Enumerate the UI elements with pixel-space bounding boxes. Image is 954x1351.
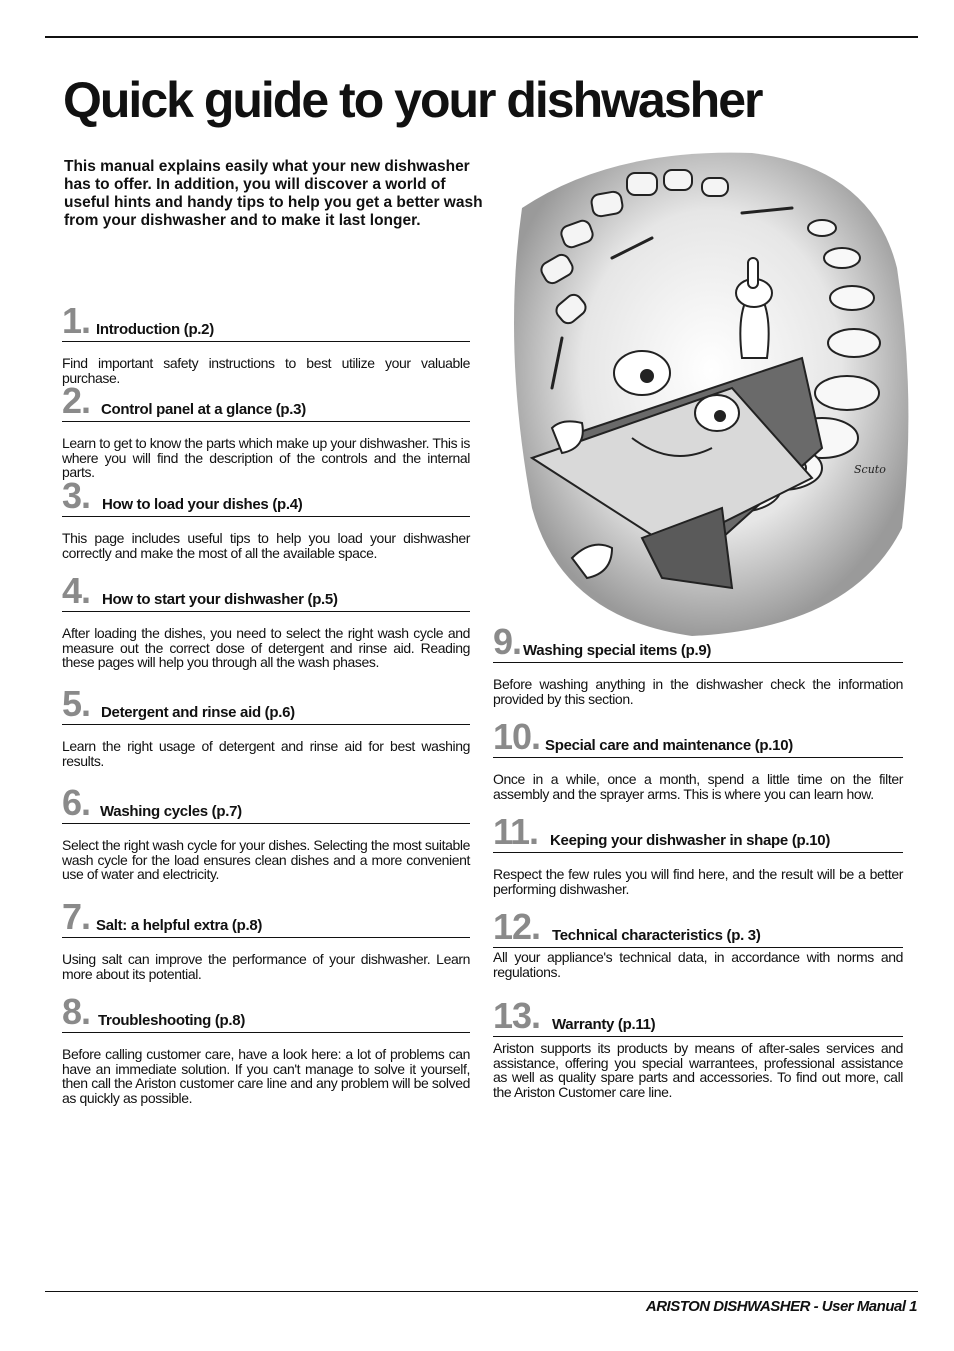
section-body: Learn the right usage of detergent and rinse aid for best washing results. bbox=[62, 738, 470, 769]
section-title: How to start your dishwasher (p.5) bbox=[102, 591, 338, 608]
section-number: 11. bbox=[493, 811, 539, 852]
section-header bbox=[493, 812, 903, 853]
section-title: How to load your dishes (p.4) bbox=[102, 496, 303, 513]
section-7 bbox=[62, 897, 470, 981]
section-title: Special care and maintenance (p.10) bbox=[545, 737, 793, 754]
section-body: All your appliance's technical data, in accordance with norms and regulations. bbox=[493, 949, 903, 980]
section-title: Washing cycles (p.7) bbox=[100, 803, 242, 820]
section-header bbox=[493, 996, 903, 1037]
section-body: Before washing anything in the dishwasher check the information provided by this section. bbox=[493, 676, 903, 707]
section-title: Washing special items (p.9) bbox=[523, 642, 712, 659]
section-title: Warranty (p.11) bbox=[552, 1016, 656, 1033]
section-number: 13. bbox=[493, 995, 541, 1036]
section-body: Select the right wash cycle for your dishes. Selecting the most suitable wash cycle for the load ensures clean dishes and a more convenient use of water and electricity. bbox=[62, 837, 470, 882]
section-body: Using salt can improve the performance of your dishwasher. Learn more about its potential. bbox=[62, 951, 470, 982]
section-body: Once in a while, once a month, spend a little time on the filter assembly and the sprayer arms. This is where you can learn how. bbox=[493, 771, 903, 802]
section-12 bbox=[493, 907, 903, 979]
section-body: Respect the few rules you will find here, and the result will be a better performing dishwasher. bbox=[493, 866, 903, 897]
top-rule bbox=[45, 36, 918, 38]
section-5 bbox=[62, 684, 470, 768]
section-number: 4. bbox=[62, 570, 91, 611]
section-2 bbox=[62, 381, 470, 480]
section-3 bbox=[62, 476, 470, 560]
section-header bbox=[493, 622, 903, 663]
section-title: Troubleshooting (p.8) bbox=[98, 1012, 246, 1029]
section-number: 9. bbox=[493, 621, 522, 662]
section-number: 6. bbox=[62, 782, 91, 823]
section-4 bbox=[62, 571, 470, 670]
section-header bbox=[62, 476, 470, 517]
section-title: Introduction (p.2) bbox=[96, 321, 214, 338]
page-title: Quick guide to your dishwasher bbox=[63, 72, 762, 128]
section-13 bbox=[493, 996, 903, 1099]
bottom-rule bbox=[45, 1291, 918, 1292]
section-body: Ariston supports its products by means of after-sales services and assistance, offering you special warrantees, professional assistance as well as quality spare parts and accessories. To find out more, call the Ariston Customer care line. bbox=[493, 1040, 903, 1100]
section-9 bbox=[493, 622, 903, 706]
section-8 bbox=[62, 992, 470, 1105]
section-body: This page includes useful tips to help you load your dishwasher correctly and make the most of all the available space. bbox=[62, 530, 470, 561]
section-header bbox=[62, 301, 470, 342]
intro-paragraph: This manual explains easily what your new dishwasher has to offer. In addition, you will discover a world of useful hints and handy tips to help you get a better wash from your dishwasher and to make it last longer. bbox=[64, 158, 483, 229]
section-header bbox=[493, 907, 903, 948]
section-number: 1. bbox=[62, 300, 91, 341]
section-10 bbox=[493, 717, 903, 801]
section-title: Control panel at a glance (p.3) bbox=[101, 401, 306, 418]
section-header bbox=[62, 783, 470, 824]
section-title: Keeping your dishwasher in shape (p.10) bbox=[550, 832, 831, 849]
section-title: Technical characteristics (p. 3) bbox=[552, 927, 761, 944]
section-number: 12. bbox=[493, 906, 541, 947]
section-title: Detergent and rinse aid (p.6) bbox=[101, 704, 295, 721]
section-number: 7. bbox=[62, 896, 91, 937]
illustration-signature: Scuto bbox=[854, 463, 886, 476]
section-header bbox=[62, 571, 470, 612]
section-header bbox=[62, 992, 470, 1033]
section-number: 2. bbox=[62, 380, 91, 421]
section-11 bbox=[493, 812, 903, 896]
section-header bbox=[62, 897, 470, 938]
section-header bbox=[62, 684, 470, 725]
section-body: Find important safety instructions to best utilize your valuable purchase. bbox=[62, 355, 470, 386]
section-1 bbox=[62, 301, 470, 385]
section-number: 5. bbox=[62, 683, 91, 724]
section-number: 8. bbox=[62, 991, 91, 1032]
section-body: Learn to get to know the parts which make up your dishwasher. This is where you will find the description of the controls and the internal parts. bbox=[62, 435, 470, 480]
section-title: Salt: a helpful extra (p.8) bbox=[96, 917, 263, 934]
section-number: 10. bbox=[493, 716, 541, 757]
page-footer: ARISTON DISHWASHER - User Manual 1 bbox=[645, 1298, 917, 1315]
section-body: After loading the dishes, you need to select the right wash cycle and measure out the correct dose of detergent and rinse aid. Reading these pages will help you through all the wash phases. bbox=[62, 625, 470, 670]
section-header bbox=[62, 381, 470, 422]
section-number: 3. bbox=[62, 475, 91, 516]
section-header bbox=[493, 717, 903, 758]
dishwasher-cartoon-illustration bbox=[492, 148, 917, 638]
section-body: Before calling customer care, have a look here: a lot of problems can have an immediate solution. If you can't manage to solve it yourself, then call the Ariston customer care line and any problem will be solved as quickly as possible. bbox=[62, 1046, 470, 1106]
section-6 bbox=[62, 783, 470, 882]
